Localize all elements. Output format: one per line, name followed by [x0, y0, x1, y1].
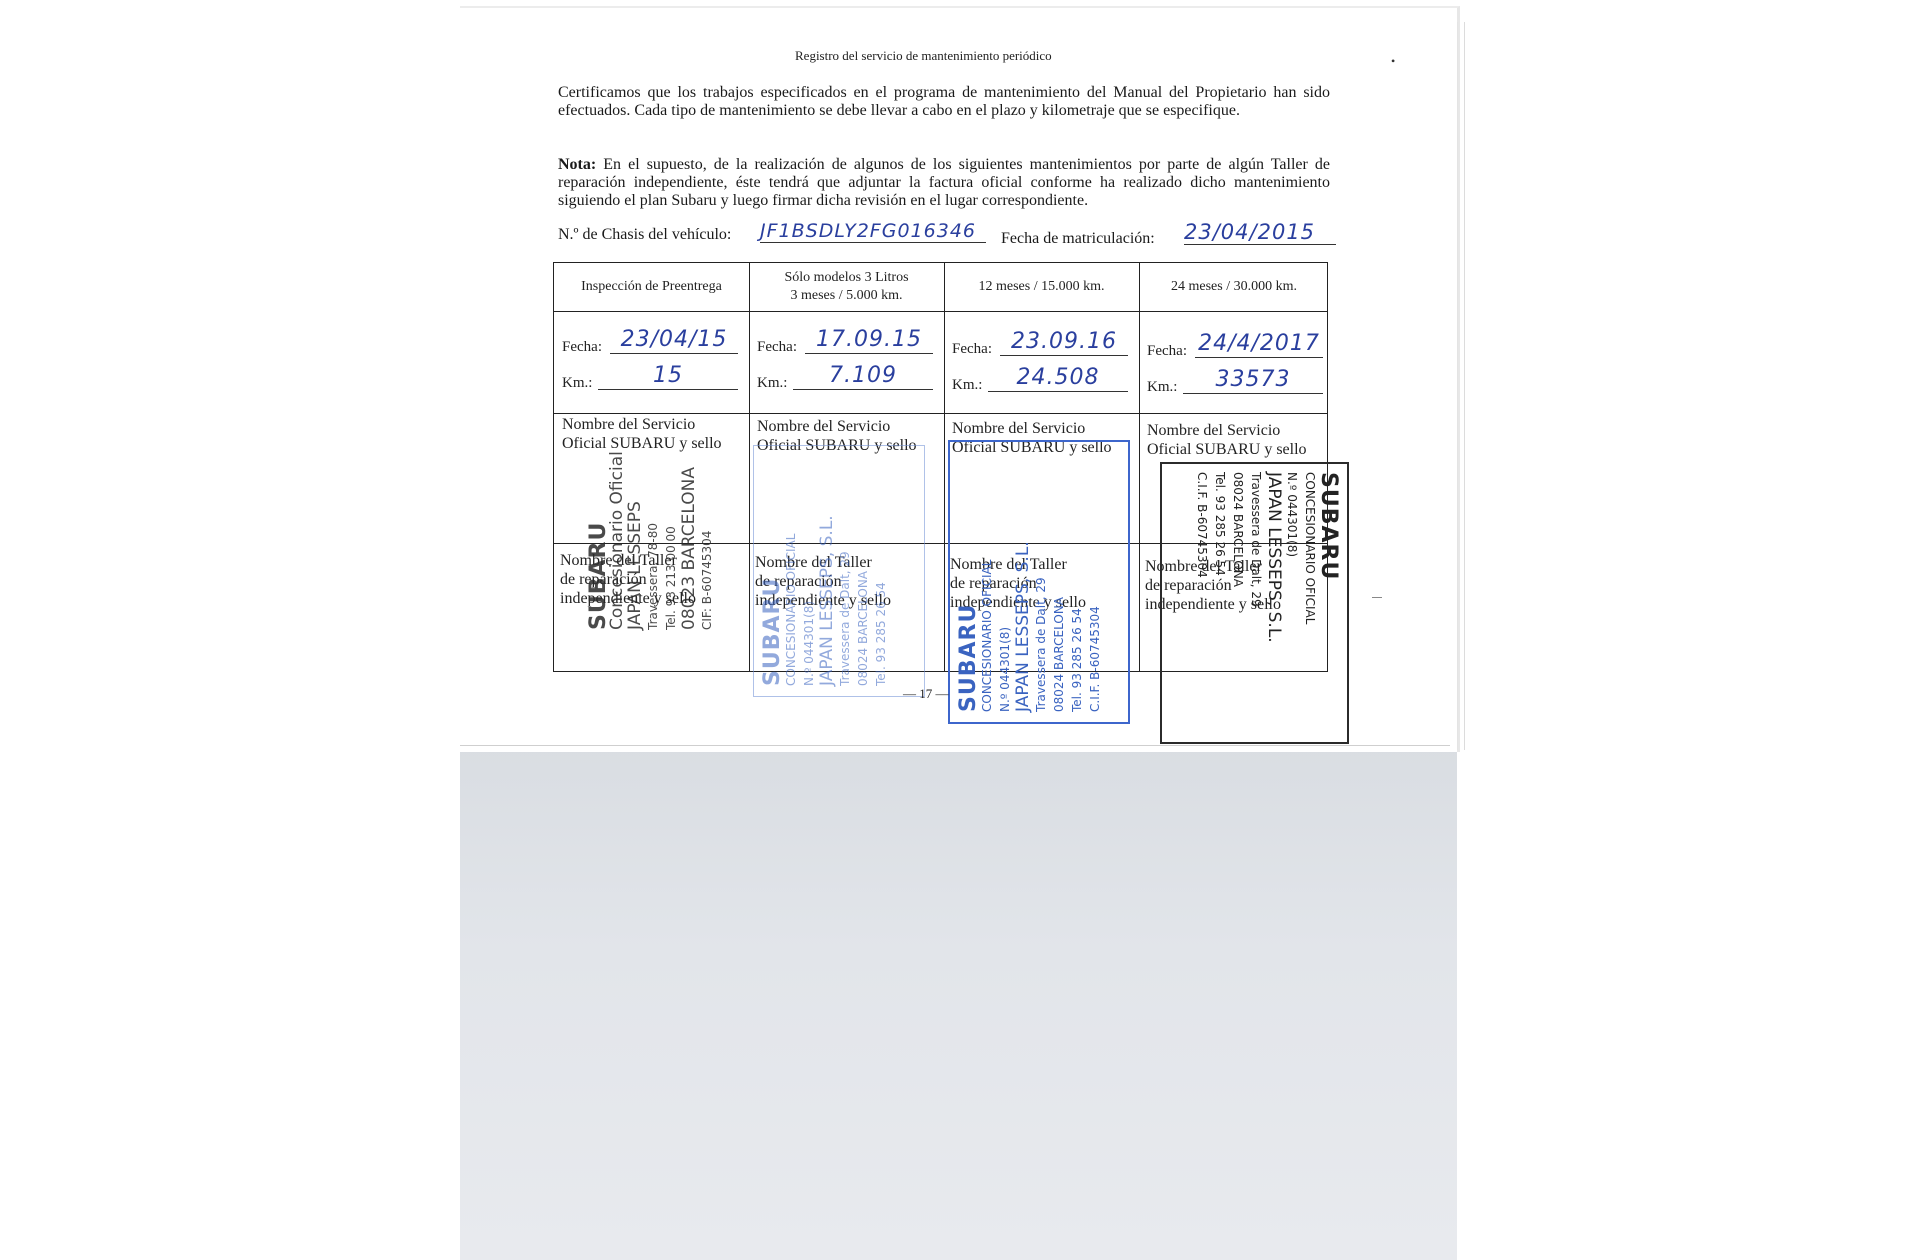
dealer-stamp-4	[1160, 462, 1349, 744]
stamp-line: Tel. 93 285 26 54	[1070, 608, 1084, 712]
stamp-line: 08024 BARCELONA	[1231, 472, 1245, 588]
stamp-line: JAPAN LESSEPS	[625, 501, 645, 630]
independent-workshop-label: Nombre del Taller de reparación independiente y sello	[1145, 558, 1281, 613]
official-service-label: Nombre del Servicio Oficial SUBARU y sello	[1147, 422, 1307, 458]
official-service-label: Nombre del Servicio Oficial SUBARU y sello	[757, 418, 917, 454]
note-label: Nota:	[558, 156, 597, 173]
stamp-brand: SUBARU	[760, 577, 785, 686]
column-header-24-meses: 24 meses / 30.000 km.	[1171, 279, 1297, 294]
registration-date: 23/04/2015	[1184, 220, 1336, 245]
stamp-line: Tel. 93 285 26 54	[1213, 472, 1227, 576]
stamp-line: Concesionario Oficial	[607, 451, 627, 630]
stamp-line: Tel. 93 213 00 00	[664, 526, 678, 630]
stamp-line: CONCESIONARIO OFICIAL	[1303, 472, 1317, 625]
page-header: Registro del servicio de mantenimiento periódico	[795, 48, 1052, 63]
fecha-label: Fecha:	[562, 339, 602, 355]
independent-workshop-label: Nombre del Taller de reparación independiente y sello	[560, 552, 696, 607]
stamp-line: CIF: B-60745304	[700, 530, 714, 630]
fecha-value-1: 17.09.15	[805, 327, 933, 354]
stamp-line: JAPAN LESSEPS, S.L.	[1264, 472, 1284, 643]
stamp-brand: SUBARU	[956, 603, 981, 712]
page-number: — 17 —	[903, 686, 949, 701]
stamp-brand: SUBARU	[1316, 472, 1341, 581]
official-service-label: Nombre del Servicio Oficial SUBARU y sello	[952, 420, 1112, 456]
stamp-line: CONCESIONARIO OFICIAL	[784, 533, 798, 686]
fecha-value-0: 23/04/15	[610, 327, 738, 354]
stamp-line: CONCESIONARIO OFICIAL	[980, 559, 994, 712]
page-dot-mark: •	[1391, 54, 1396, 68]
km-label: Km.:	[562, 375, 593, 391]
stamp-line: Tel. 93 285 26 54	[874, 582, 888, 686]
stamp-brand: SUBARU	[586, 521, 611, 630]
stamp-line: Travessera de Dalt, 29	[1034, 577, 1048, 712]
stamp-line: Travessera de Dalt, 29	[838, 551, 852, 686]
official-service-label: Nombre del Servicio Oficial SUBARU y sello	[562, 416, 722, 452]
fecha-label: Fecha:	[1147, 343, 1187, 359]
independent-workshop-label: Nombre del Taller de reparación independiente y sello	[950, 556, 1086, 611]
dealer-stamp-1	[586, 450, 750, 630]
note-text: En el supuesto, de la realización de algunos de los siguientes mantenimientos por parte de algún Taller de reparación independiente, éste tendrá que adjuntar la factura oficial conforme ha realizado dicho mantenimiento siguiendo el plan Subaru y luego firmar dicha revisión en el lugar correspondiente.	[558, 156, 1331, 209]
km-value-3: 33573	[1183, 367, 1323, 394]
chassis-label: N.º de Chasis del vehículo:	[558, 226, 732, 243]
independent-workshop-label: Nombre del Taller de reparación independiente y sello	[755, 554, 891, 609]
column-header-3-litros: Sólo modelos 3 Litros 3 meses / 5.000 km.	[784, 270, 909, 303]
stamp-line: Travessera de Dalt, 29	[1249, 472, 1263, 607]
fecha-label: Fecha:	[757, 339, 797, 355]
stamp-line: C.I.F. B-60745304	[1195, 472, 1209, 578]
stamp-line: C.I.F. B-60745304	[1088, 606, 1102, 712]
km-value-1: 7.109	[793, 363, 933, 390]
dealer-stamp-3	[948, 440, 1130, 724]
stamp-line: JAPAN LESSEPS, S.L.	[817, 515, 837, 686]
stamp-line: 08024 BARCELONA	[1052, 596, 1066, 712]
edge-mark	[1372, 597, 1382, 598]
intro-paragraph: Certificamos que los trabajos especificados en el programa de mantenimiento del Manual del Propietario han sido efectuados. Cada tipo de mantenimiento se debe llevar a cabo en el plazo y kilometraje que se especifique.	[558, 84, 1330, 119]
stamp-line: Travessera, 78-80	[646, 522, 660, 630]
km-label: Km.:	[952, 377, 983, 393]
stamp-line: N.º 044301(8)	[998, 626, 1012, 712]
km-value-2: 24.508	[988, 365, 1128, 392]
fecha-label: Fecha:	[952, 341, 992, 357]
note-paragraph	[558, 156, 1330, 210]
km-value-0: 15	[598, 363, 738, 390]
fecha-value-3: 24/4/2017	[1195, 331, 1323, 358]
stamp-line: 08024 BARCELONA	[856, 570, 870, 686]
stamp-line: N.º 044301(8)	[1285, 472, 1299, 558]
column-header-12-meses: 12 meses / 15.000 km.	[978, 279, 1105, 294]
stamp-line: JAPAN LESSEPS, S.L.	[1013, 541, 1033, 712]
chassis-number: JF1BSDLY2FG016346	[760, 220, 986, 243]
vehicle-info-row	[558, 220, 1338, 254]
column-header-preentrega: Inspección de Preentrega	[581, 279, 722, 294]
dealer-stamp-2	[753, 445, 925, 697]
km-label: Km.:	[1147, 379, 1178, 395]
stamp-line: N.º 044301(8)	[802, 600, 816, 686]
stamp-line: 08023 BARCELONA	[679, 467, 699, 630]
fecha-value-2: 23.09.16	[1000, 329, 1128, 356]
scan-background	[460, 745, 1457, 1260]
km-label: Km.:	[757, 375, 788, 391]
registration-date-label: Fecha de matriculación:	[1001, 230, 1155, 247]
